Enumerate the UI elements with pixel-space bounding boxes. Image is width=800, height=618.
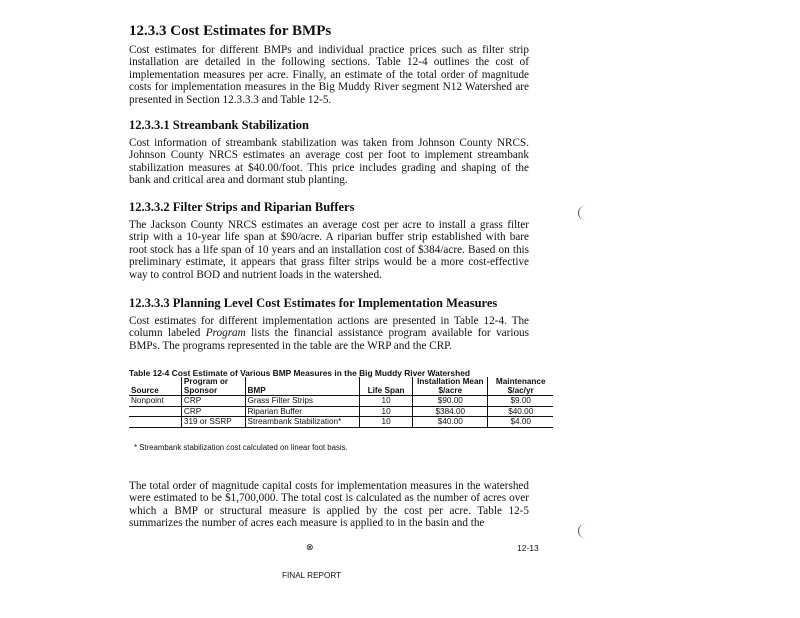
cell-bmp: Grass Filter Strips bbox=[245, 396, 360, 407]
cell-bmp: Streambank Stabilization* bbox=[245, 417, 360, 428]
section-heading-filter-strips: 12.3.3.2 Filter Strips and Riparian Buffers bbox=[129, 200, 355, 214]
cell-source bbox=[129, 406, 181, 417]
section-paragraph-streambank: Cost information of streambank stabilization was taken from Johnson County NRCS. Johnson County NRCS estimates an average cost per foot to implement streambank stabilization measures at $40.00/foot. This price includes grading and shaping of the bank and critical area and dormant stub planting. bbox=[129, 137, 529, 187]
cost-estimate-table bbox=[129, 377, 553, 428]
page-symbol: ⊗ bbox=[306, 543, 314, 553]
cell-installation: $384.00 bbox=[413, 406, 488, 417]
cell-source bbox=[129, 417, 181, 428]
table-header-row bbox=[129, 377, 553, 396]
cell-life-span: 10 bbox=[360, 406, 413, 417]
header-maintenance: Maintenance $/ac/yr bbox=[488, 377, 553, 396]
section-paragraph-filter-strips: The Jackson County NRCS estimates an average cost per acre to install a grass filter strip with a 10-year life span at $90/acre. A riparian buffer strip established with bare root stock has a life span of 10 years and an installation cost of $384/acre. Based on this preliminary estimate, it appears that grass filter strips would be a more cost-effective way to control BOD and nutrient loads in the watershed. bbox=[129, 219, 529, 281]
cell-program: CRP bbox=[181, 396, 245, 407]
table-row bbox=[129, 406, 553, 417]
cell-program: 319 or SSRP bbox=[181, 417, 245, 428]
header-bmp: BMP bbox=[245, 377, 360, 396]
header-life-span: Life Span bbox=[360, 377, 413, 396]
cell-bmp: Riparian Buffer bbox=[245, 406, 360, 417]
section-heading-cost-estimates: 12.3.3 Cost Estimates for BMPs bbox=[129, 23, 332, 39]
cell-installation: $40.00 bbox=[413, 417, 488, 428]
header-program: Program or Sponsor bbox=[181, 377, 245, 396]
para-text-before: Cost estimates for different implementation actions are presented in Table 12-4. The column labeled bbox=[129, 315, 529, 340]
table-footnote: * Streambank stabilization cost calculated on linear foot basis. bbox=[134, 443, 348, 452]
section-paragraph-planning-level bbox=[129, 315, 529, 352]
cell-maintenance: $40.00 bbox=[488, 406, 553, 417]
cell-program: CRP bbox=[181, 406, 245, 417]
table-row bbox=[129, 396, 553, 407]
header-source: Source bbox=[131, 386, 159, 395]
cell-life-span: 10 bbox=[360, 417, 413, 428]
closing-paragraph: The total order of magnitude capital costs for implementation measures in the watershed were estimated to be $1,700,000. The total cost is calculated as the number of acres over which a BMP or structural measure is applied by the cost per acre. Table 12-5 summarizes the number of acres each measure is applied to in the basin and the bbox=[129, 480, 529, 530]
final-report-label: FINAL REPORT bbox=[282, 571, 342, 580]
table-row bbox=[129, 417, 553, 428]
para-italic-program: Program bbox=[205, 327, 246, 340]
section-paragraph-cost-estimates: Cost estimates for different BMPs and individual practice prices such as filter strip installation are detailed in the following sections. Table 12-4 outlines the cost of implementation measures per acre. Finally, an estimate of the total order of magnitude costs for implementation measures in the Big Muddy River segment N12 Watershed are presented in Section 12.3.3.3 and Table 12-5. bbox=[129, 44, 529, 106]
margin-scan-mark bbox=[578, 206, 587, 220]
cell-life-span: 10 bbox=[360, 396, 413, 407]
cell-maintenance: $9.00 bbox=[488, 396, 553, 407]
page-number: 12-13 bbox=[517, 543, 539, 553]
section-heading-planning-level: 12.3.3.3 Planning Level Cost Estimates for Implementation Measures bbox=[129, 296, 498, 310]
margin-scan-mark bbox=[578, 524, 587, 538]
para-text-after: lists the financial assistance program available for various BMPs. The programs represented in the table are the WRP and the CRP. bbox=[129, 327, 530, 352]
header-installation: Installation Mean $/acre bbox=[413, 377, 488, 396]
table-caption: Table 12-4 Cost Estimate of Various BMP Measures in the Big Muddy River Watershed bbox=[129, 368, 470, 378]
cell-source: Nonpoint bbox=[131, 396, 164, 405]
section-heading-streambank: 12.3.3.1 Streambank Stabilization bbox=[129, 118, 309, 132]
cell-installation: $90.00 bbox=[413, 396, 488, 407]
cell-maintenance: $4.00 bbox=[488, 417, 553, 428]
